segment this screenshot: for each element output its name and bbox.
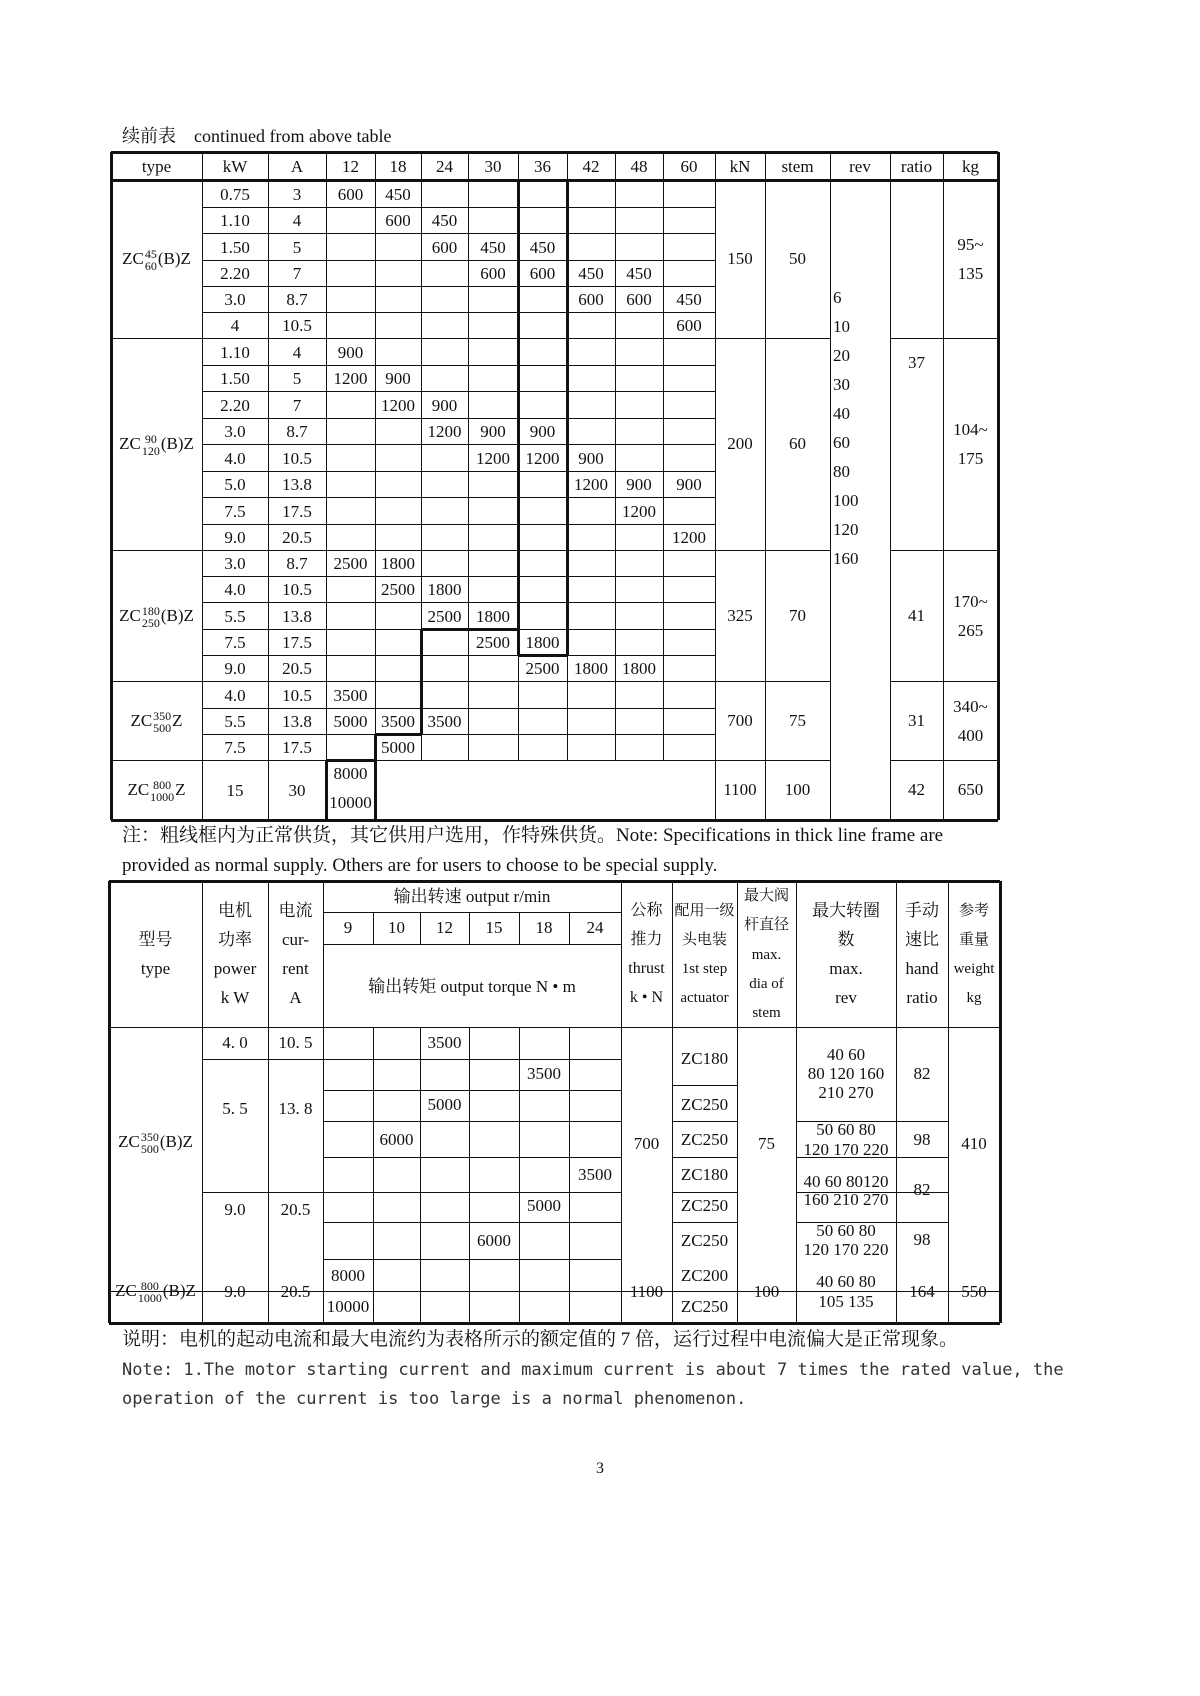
table1-stem-cell: 75: [789, 710, 806, 730]
table2-header-thrust: k • N: [629, 989, 664, 1006]
table1-amps-cell: 5: [292, 369, 302, 388]
table2-rev-cell: 210 270: [818, 1083, 874, 1102]
table2-amps-cell: 20.5: [280, 1282, 311, 1301]
table2-rev-cell: 160 210 270: [803, 1190, 889, 1209]
table1-rev-cell: 30: [833, 375, 850, 394]
table1-header-cell: type: [141, 157, 172, 176]
table1-header-cell: stem: [781, 157, 814, 176]
table2-rev-cell: 80 120 160: [807, 1064, 885, 1083]
table2-actuator-cell: ZC250: [680, 1297, 729, 1316]
table1-header-cell: kg: [962, 157, 979, 176]
table1-header-cell: rev: [849, 157, 871, 176]
table2-actuator-cell: ZC180: [680, 1049, 729, 1068]
table1-kw-cell: 9.0: [224, 659, 246, 678]
table2-thrust-cell: 700: [633, 1134, 660, 1153]
table2-header-stem: dia of: [749, 976, 784, 992]
table2-rev-cell: 40 60 80: [816, 1272, 876, 1291]
table1-torque-cell: 1200: [427, 422, 462, 441]
table2-ratio-cell: 98: [913, 1230, 931, 1249]
table1-torque-cell: 900: [529, 422, 556, 441]
table1-torque-cell: 900: [337, 342, 364, 362]
table1-ratio-cell: 37: [908, 353, 925, 372]
table2-header-weight: 参考: [958, 903, 990, 919]
table-rule: [323, 1157, 621, 1158]
table2-torque-cell: 8000: [331, 1266, 365, 1285]
table1-kw-cell: 1.50: [220, 237, 250, 257]
table-rule: [323, 1291, 621, 1292]
table1-torque-cell: 900: [676, 475, 702, 494]
table2-header-actuator: 头电装: [681, 932, 728, 948]
table1-torque-cell: 1200: [672, 528, 706, 547]
table2-header-type: type: [140, 959, 171, 978]
table2-actuator-cell: ZC250: [680, 1130, 729, 1149]
table2-bottom-rule: [109, 1322, 1000, 1325]
table2-ratio-cell: 82: [913, 1064, 931, 1083]
table-rule: [202, 881, 203, 1027]
table-rule: [948, 1027, 949, 1323]
table2-header-power: 电机: [218, 901, 252, 920]
table-rule: [896, 1027, 897, 1323]
table2-torque-cell: 5000: [427, 1095, 462, 1114]
table2-kw-cell: 4. 0: [222, 1033, 248, 1052]
table2-torque-cell: 6000: [379, 1130, 414, 1149]
table1-kw-cell: 5.5: [224, 712, 246, 731]
table2-amps-cell: 10. 5: [278, 1033, 313, 1052]
table1-torque-cell: 900: [431, 395, 458, 415]
table1-torque-cell: 1800: [622, 659, 656, 678]
table1-rev-cell: 20: [833, 346, 850, 365]
table2-header-rev: 最大转圈: [812, 901, 880, 920]
table-rule: [268, 881, 269, 1027]
table1-torque-cell: 900: [385, 369, 411, 388]
table2-rev-cell: 40 60: [826, 1045, 866, 1064]
table2-header-speed-value: 10: [388, 918, 405, 937]
table1-header-cell: kW: [222, 157, 248, 176]
table1-torque-cell: 3500: [333, 685, 368, 705]
table2-stem-cell: 75: [758, 1134, 775, 1153]
table1-torque-cell: 1200: [381, 395, 415, 415]
table1-torque-cell: 900: [578, 448, 604, 468]
table1-torque-cell: 900: [480, 422, 506, 441]
table1-amps-cell: 10.5: [282, 580, 312, 599]
table1-torque-cell: 1200: [476, 448, 510, 468]
table1-amps-cell: 17.5: [282, 501, 312, 521]
table1-kw-cell: 7.5: [224, 501, 246, 521]
table2-amps-cell: 13. 8: [278, 1099, 313, 1118]
table1-ratio-cell: 41: [908, 605, 925, 625]
table-rule: [420, 912, 421, 944]
table2-amps-cell: 20.5: [280, 1200, 311, 1219]
table2-header-speed-value: 15: [485, 918, 503, 937]
table1-kw-cell: 3.0: [224, 422, 246, 441]
table1-stem-cell: 50: [789, 249, 806, 268]
table-rule: [202, 1027, 203, 1323]
table2-torque-cell: 3500: [527, 1064, 561, 1083]
table1-type-cell: ZC 800 1000 Z: [127, 778, 186, 805]
table1-thrust-cell: 1100: [723, 780, 757, 799]
table1-weight-cell: 340~: [953, 696, 988, 716]
table-rule: [569, 912, 570, 944]
table2-header-stem: max.: [751, 947, 782, 963]
table1-kw-cell: 4.0: [224, 580, 246, 599]
table1-kw-cell: 7.5: [224, 738, 246, 757]
table-rule: [420, 1027, 421, 1323]
table1-header-cell: ratio: [900, 157, 933, 176]
table2-header-type: 型号: [138, 930, 173, 949]
table2-header-rev: rev: [835, 988, 857, 1007]
table1-torque-cell: 450: [431, 211, 458, 230]
table1-header-cell: 18: [389, 157, 407, 176]
table1-kw-cell: 3.0: [224, 554, 246, 573]
table-rule: [796, 881, 797, 1027]
table1-type-cell: ZC 350 500 Z: [130, 708, 183, 735]
table-rule: [519, 1027, 520, 1323]
table2-rev-cell: 120 170 220: [803, 1140, 889, 1159]
table2-header-rev: max.: [829, 959, 863, 978]
table-rule: [672, 1157, 737, 1158]
table1-torque-cell: 5000: [333, 712, 368, 731]
table-rule: [672, 1121, 737, 1122]
table1-torque-cell: 1200: [622, 501, 656, 521]
table-rule: [469, 912, 470, 944]
table1-torque-cell: 2500: [333, 554, 368, 573]
table-rule: [323, 881, 324, 1027]
table-rule: [268, 1027, 269, 1323]
table2-rev-cell: 50 60 80: [816, 1120, 876, 1139]
table1-torque-cell: 600: [578, 290, 604, 309]
table-rule: [373, 912, 374, 944]
table1-torque-cell: 2500: [381, 580, 415, 599]
table2-weight-cell: 550: [961, 1282, 987, 1301]
table2-header-ratio: 手动: [905, 901, 939, 920]
page-number: 3: [596, 1460, 604, 1477]
table1-rev-cell: 100: [833, 491, 859, 510]
table1-torque-cell: 450: [480, 237, 506, 257]
table1-weight-cell: 104~: [953, 420, 988, 439]
table2-speed-rule: [323, 944, 621, 945]
table2-header-current: 电流: [278, 901, 313, 920]
table1-torque-cell: 450: [529, 237, 556, 257]
table1-rev-cell: 10: [833, 317, 850, 336]
table1-header-cell: 36: [534, 157, 551, 176]
table-rule: [948, 881, 949, 1027]
table2-header-speed-value: 24: [586, 918, 604, 937]
table2-header-weight: 重量: [958, 932, 990, 948]
table1-amps-cell: 30: [288, 781, 306, 800]
table-rule: [323, 1090, 621, 1091]
table1-amps-cell: 5: [292, 237, 302, 257]
table1-torque-cell: 600: [676, 316, 702, 335]
table1-type-cell: ZC 45 60 (B)Z: [122, 247, 191, 274]
table2-left-rule: [108, 881, 111, 1323]
table1-header-cell: 42: [582, 157, 600, 176]
table2-header-torque: 输出转矩 output torque N • m: [368, 977, 576, 996]
table1-kw-cell: 9.0: [224, 528, 246, 547]
table2-torque-cell: 5000: [527, 1196, 561, 1215]
table1-kw-cell: 4.0: [224, 685, 246, 705]
table1-header-cell: A: [290, 157, 304, 176]
table2-actuator-cell: ZC180: [680, 1165, 729, 1184]
table1-torque-cell: 1800: [525, 633, 560, 652]
table2-actuator-cell: ZC250: [680, 1196, 729, 1215]
table-rule: [323, 1027, 324, 1323]
table2-header-speed-value: 18: [535, 918, 553, 937]
table1-torque-cell: 10000: [329, 793, 372, 812]
note-thick-frame: 注：粗线框内为正常供货，其它供用户选用，作特殊供货。Note: Specifications in thick line frame are: [122, 825, 944, 846]
table1-weight-cell: 95~: [957, 235, 984, 254]
table1-amps-cell: 7: [292, 395, 302, 415]
table-rule: [672, 1222, 737, 1223]
table1-amps-cell: 4: [292, 342, 302, 362]
table2-rev-cell: 40 60 80120: [803, 1172, 889, 1191]
table1-kw-cell: 5.0: [224, 475, 246, 494]
table2-header-weight: kg: [966, 990, 982, 1006]
table1-kw-cell: 1.10: [220, 342, 250, 362]
table2-torque-cell: 6000: [477, 1231, 511, 1250]
table2-right-rule: [999, 881, 1002, 1323]
table1-torque-cell: 1200: [525, 448, 560, 468]
table1-torque-cell: 450: [385, 184, 411, 204]
table2-top-rule: [109, 880, 1000, 883]
table1-kw-cell: 2.20: [220, 264, 250, 283]
table-rule: [737, 881, 738, 1027]
table1-rev-cell: 40: [833, 404, 850, 423]
table-rule: [202, 1059, 323, 1060]
table1-weight-cell: 400: [957, 725, 984, 745]
table1-kw-cell: 5.5: [224, 606, 246, 626]
table2-header-actuator: 1st step: [681, 961, 728, 977]
table1-torque-cell: 8000: [333, 764, 368, 783]
table1-torque-cell: 450: [676, 290, 702, 309]
table1-torque-cell: 1800: [427, 580, 462, 599]
table1-torque-cell: 3500: [381, 712, 415, 731]
table-rule: [796, 1027, 797, 1323]
note-starting-current-cn: 说明：电机的起动电流和最大电流约为表格所示的额定值的 7 倍，运行过程中电流偏大是正常现象。: [122, 1329, 959, 1350]
table-rule: [323, 1192, 621, 1193]
table1-amps-cell: 17.5: [282, 633, 312, 652]
table1-kw-cell: 0.75: [220, 184, 250, 204]
table1-amps-cell: 8.7: [286, 290, 308, 309]
table1-thrust-cell: 150: [727, 249, 753, 268]
table1-amps-cell: 10.5: [282, 685, 312, 705]
note-thick-frame-cont: provided as normal supply. Others are for users to choose to be special supply.: [122, 855, 718, 876]
table2-header-stem: 最大阀: [743, 888, 790, 904]
table2-header-current: rent: [282, 959, 309, 978]
table1-torque-cell: 1200: [574, 475, 608, 494]
table-rule: [672, 1192, 737, 1193]
table2-actuator-cell: ZC250: [680, 1231, 729, 1250]
table2-thrust-cell: 1100: [629, 1282, 664, 1301]
table1-torque-cell: 900: [626, 475, 652, 494]
table1-header-cell: 12: [342, 157, 359, 176]
table1-kw-cell: 15: [226, 781, 244, 800]
table1-rev-cell: 80: [833, 462, 850, 481]
table1-kw-cell: 7.5: [224, 633, 246, 652]
table1-amps-cell: 20.5: [282, 528, 312, 547]
table1-amps-cell: 7: [292, 264, 302, 283]
table1-rev-cell: 120: [833, 520, 859, 539]
table1-amps-cell: 8.7: [286, 422, 308, 441]
table1-kw-cell: 1.10: [220, 211, 250, 230]
table2-header-weight: weight: [953, 961, 995, 977]
table2-header-ratio: hand: [905, 959, 939, 978]
table1-amps-cell: 3: [292, 184, 302, 204]
table1-header-cell: 60: [680, 157, 698, 176]
table1-header-cell: 30: [484, 157, 502, 176]
table1-torque-cell: 600: [431, 237, 458, 257]
table1-kw-cell: 4.0: [224, 448, 246, 468]
table2-header-stem: stem: [752, 1005, 781, 1021]
table1-amps-cell: 10.5: [282, 316, 312, 335]
table1-kw-cell: 4: [230, 316, 240, 335]
table2-rev-cell: 105 135: [818, 1292, 874, 1311]
table1-stem-cell: 100: [784, 780, 811, 799]
table1-torque-cell: 5000: [381, 738, 415, 757]
table-rule: [569, 1027, 570, 1323]
table2-header-thrust: 推力: [630, 931, 663, 948]
table-rule: [469, 1027, 470, 1323]
table1-thrust-cell: 325: [727, 605, 753, 625]
table1-torque-cell: 3500: [427, 712, 462, 731]
table2-torque-cell: 3500: [578, 1165, 612, 1184]
table1-type-cell: ZC 90 120 (B)Z: [119, 432, 194, 459]
note-starting-current-en-cont: operation of the current is too large is a normal phenomenon.: [122, 1389, 747, 1409]
table-rule: [621, 881, 622, 1027]
table-rule: [672, 1027, 673, 1323]
table1-kw-cell: 1.50: [220, 369, 250, 388]
table1-rev-cell: 160: [833, 549, 859, 568]
table1-amps-cell: 8.7: [286, 554, 308, 573]
table2-kw-cell: 9.0: [224, 1200, 246, 1219]
table-rule: [896, 881, 897, 1027]
table2-header-speed-value: 12: [436, 918, 453, 937]
table1-weight-cell: 175: [957, 449, 984, 468]
table1-ratio-cell: 31: [908, 710, 925, 730]
table-rule: [202, 1192, 323, 1193]
table1-amps-cell: 13.8: [282, 606, 312, 626]
table1-torque-cell: 1800: [574, 659, 608, 678]
table1-amps-cell: 17.5: [282, 738, 312, 757]
table1-weight-cell: 650: [957, 780, 984, 799]
table1-torque-cell: 2500: [476, 633, 510, 652]
table1-torque-cell: 2500: [525, 659, 560, 678]
table-rule: [323, 1121, 621, 1122]
table1-stem-cell: 60: [789, 434, 806, 453]
table2-ratio-cell: 82: [913, 1180, 931, 1199]
table-rule: [672, 1291, 737, 1292]
table1-amps-cell: 13.8: [282, 712, 312, 731]
table-rule: [323, 1222, 621, 1223]
table2-ratio-cell: 164: [909, 1282, 935, 1301]
table-rule: [323, 1059, 621, 1060]
table1-torque-cell: 600: [337, 184, 364, 204]
table1-torque-cell: 450: [578, 264, 604, 283]
table2-header-rule: [109, 1027, 1000, 1028]
table1-torque-cell: 1200: [333, 369, 368, 388]
table1-thrust-cell: 700: [727, 710, 753, 730]
table2-header-thrust: 公称: [630, 902, 663, 919]
table-rule: [621, 1027, 622, 1323]
table1-torque-cell: 1800: [381, 554, 415, 573]
table1-amps-cell: 20.5: [282, 659, 312, 678]
table-caption: 续前表 continued from above table: [122, 126, 392, 146]
table2-kw-cell: 5. 5: [222, 1099, 248, 1118]
table2-header-ratio: 速比: [905, 930, 939, 949]
table1-header-cell: 48: [630, 157, 648, 176]
table2-rev-cell: 50 60 80: [816, 1221, 876, 1240]
table-rule: [373, 1027, 374, 1323]
table1-header-cell: 24: [436, 157, 453, 176]
table2-rev-cell: 120 170 220: [803, 1240, 889, 1259]
table-rule: [323, 1259, 621, 1260]
table1-amps-cell: 10.5: [282, 448, 312, 468]
table2-header-ratio: ratio: [906, 988, 938, 1007]
table2-stem-cell: 100: [753, 1282, 780, 1301]
table1-torque-cell: 600: [626, 290, 652, 309]
table1-torque-cell: 600: [480, 264, 506, 283]
table1-kw-cell: 3.0: [224, 290, 246, 309]
table2-kw-cell: 9.0: [224, 1282, 246, 1301]
table2-actuator-cell: ZC200: [680, 1266, 729, 1285]
table2-header-power: power: [213, 959, 257, 978]
table-rule: [672, 881, 673, 1027]
table1-amps-cell: 13.8: [282, 475, 312, 494]
table2-header-power: 功率: [218, 930, 252, 949]
table2-header-actuator: 配用一级: [674, 903, 735, 919]
table2-ratio-cell: 98: [913, 1130, 931, 1149]
table2-header-speed: 输出转速 output r/min: [393, 887, 551, 906]
table2-header-speed-value: 9: [343, 918, 353, 937]
table1-torque-cell: 450: [626, 264, 652, 283]
table1-rev-cell: 60: [833, 433, 850, 452]
table1-kw-cell: 2.20: [220, 395, 250, 415]
table1-torque-cell: 1800: [476, 606, 510, 626]
table1-weight-cell: 170~: [953, 591, 988, 611]
table2-type-cell: ZC 350 500 (B)Z: [118, 1130, 193, 1157]
table1-torque-cell: 600: [529, 264, 556, 283]
table2-header-power: k W: [220, 988, 250, 1007]
table1-header-cell: kN: [729, 157, 751, 176]
table2-torque-cell: 10000: [326, 1297, 370, 1316]
table1-torque-cell: 600: [385, 211, 411, 230]
table1-weight-cell: 265: [957, 620, 984, 640]
table2-header-current: cur-: [281, 930, 310, 949]
table2-weight-cell: 410: [961, 1134, 987, 1153]
table-rule: [519, 912, 520, 944]
table1-ratio-cell: 42: [908, 780, 925, 799]
table2-speed-rule: [323, 912, 621, 913]
table1-type-cell: ZC 180 250 (B)Z: [119, 603, 194, 630]
note-starting-current-en: Note: 1.The motor starting current and maximum current is about 7 times the rated value, the: [122, 1360, 1064, 1380]
table1-thrust-cell: 200: [727, 434, 753, 453]
table1-torque-cell: 2500: [427, 606, 462, 626]
table2-header-thrust: thrust: [628, 960, 665, 977]
table1-rev-cell: 6: [833, 288, 842, 307]
table2-header-current: A: [289, 988, 302, 1007]
table-rule: [737, 1027, 738, 1323]
table1-stem-cell: 70: [789, 605, 806, 625]
table-rule: [672, 1085, 737, 1086]
table2-actuator-cell: ZC250: [680, 1095, 729, 1114]
table2-type-cell: ZC 800 1000 (B)Z: [115, 1279, 196, 1306]
table2-header-actuator: actuator: [680, 990, 729, 1006]
table1-weight-cell: 135: [957, 264, 984, 283]
table2-header-stem: 杆直径: [743, 917, 790, 933]
table2-header-rev: 数: [837, 930, 855, 949]
table1-amps-cell: 4: [292, 211, 302, 230]
table2-torque-cell: 3500: [427, 1033, 462, 1052]
